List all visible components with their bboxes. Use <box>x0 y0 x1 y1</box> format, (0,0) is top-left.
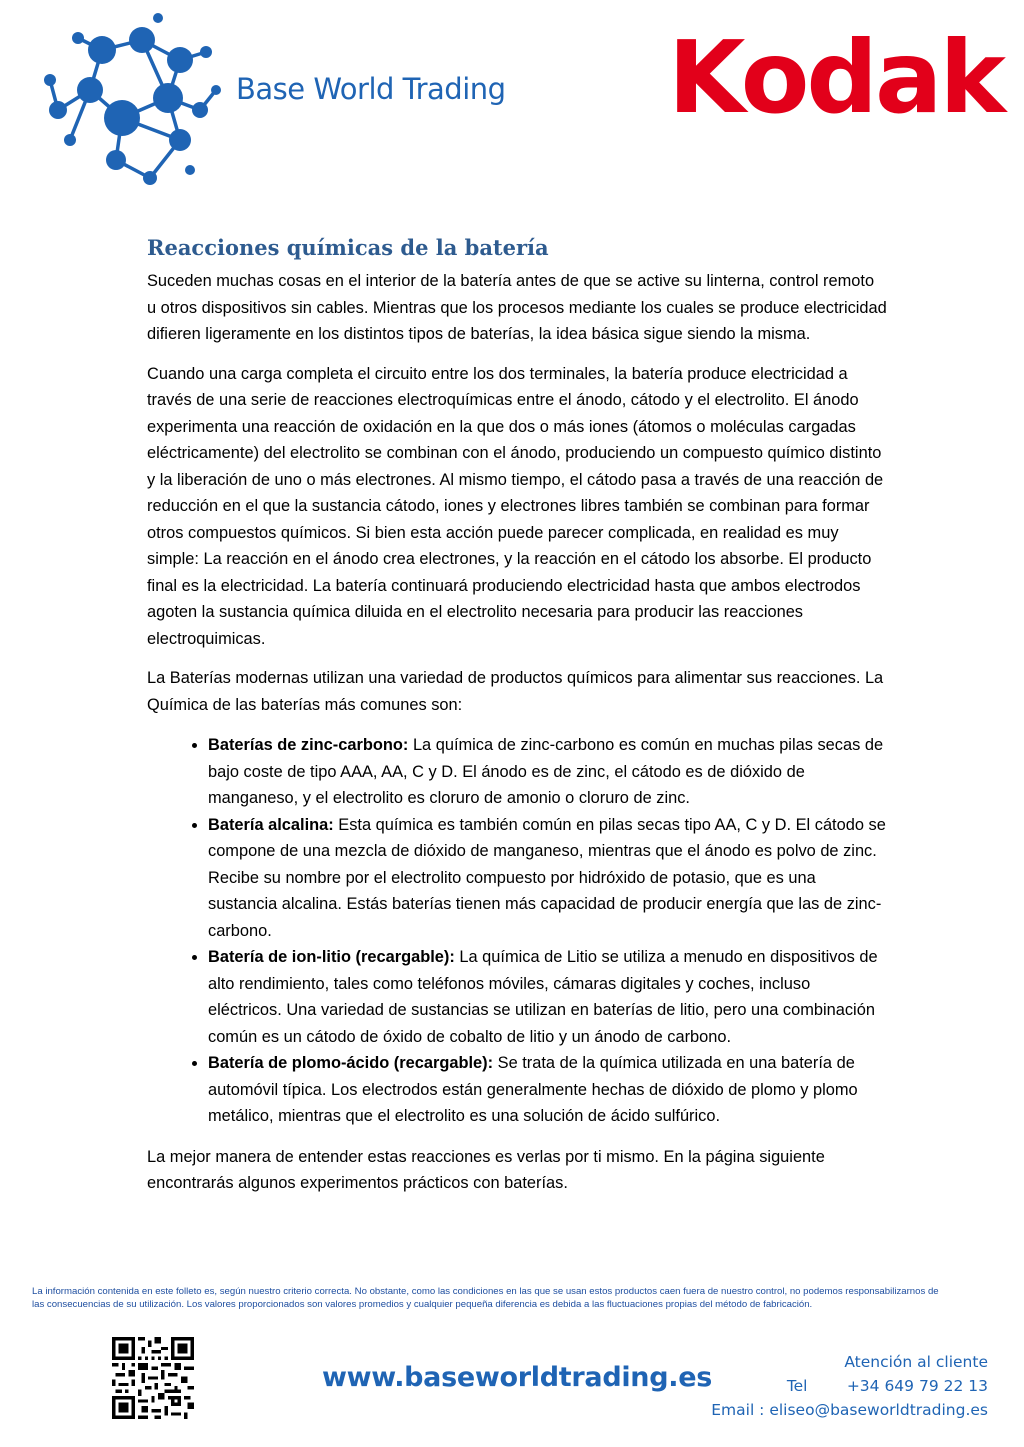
list-item-term: Batería de plomo-ácido (recargable): <box>208 1054 494 1072</box>
paragraph-closing: La mejor manera de entender estas reacciones es verlas por ti mismo. En la página siguiente encontrarás algunos experimentos prácticos con baterías. <box>147 1147 825 1192</box>
paragraph-intro: Suceden muchas cosas en el interior de la batería antes de que se active su linterna, control remoto u otros dispositivos sin cables. Mientras que los procesos mediante los cuales se produce electricidad difieren ligeramente en los distintos tipos de baterías, la idea básica sigue siendo la misma. <box>147 272 887 343</box>
kodak-logo: Kodak <box>668 19 1003 136</box>
website-link[interactable]: www.baseworldtrading.es <box>322 1362 712 1393</box>
battery-types-list <box>147 732 887 1130</box>
article <box>147 228 887 1210</box>
list-item <box>208 944 887 1050</box>
list-item-term: Batería de ion-litio (recargable): <box>208 948 455 966</box>
article-title: Reacciones químicas de la batería <box>147 235 549 260</box>
disclaimer-line: La información contenida en este folleto es, según nuestro criterio correcta. No obstante, como las condiciones en las que se usan estos productos caen fuera de nuestro control, no podemos responsabilizarnos de <box>32 1286 939 1297</box>
paragraph-chemistry-intro: La Baterías modernas utilizan una variedad de productos químicos para alimentar sus reacciones. La Química de las baterías más comunes son: <box>147 669 884 714</box>
list-item <box>208 732 887 812</box>
customer-contact <box>711 1350 988 1422</box>
tel-label: Tel <box>786 1377 808 1395</box>
list-item-text: Se trata de la química utilizada en una batería de automóvil típica. Los electrodos están generalmente hechas de dióxido de plomo y plomo metálico, mientras que el electrolito es una solución de ácido sulfúrico. <box>208 1054 858 1125</box>
list-item-text: La química de zinc-carbono es común en muchas pilas secas de bajo coste de tipo AAA, AA, C y D. El ánodo es de zinc, el cátodo es de dióxido de manganeso, y el electrolito es cloruro de amonio o cloruro de zinc. <box>208 736 884 807</box>
email-line[interactable]: Email : eliseo@baseworldtrading.es <box>711 1401 988 1419</box>
phone-line <box>711 1374 988 1398</box>
brand-name: Base World Trading <box>236 72 506 106</box>
paragraph-process: Cuando una carga completa el circuito entre los dos terminales, la batería produce electricidad a través de una serie de reacciones electroquímicas entre el ánodo, cátodo y el electrolito. El ánodo experimenta una reacción de oxidación en la que dos o más iones (átomos o moléculas cargadas eléctricamente) del electrolito se combinan con el ánodo, produciendo un compuesto químico distinto y la liberación de uno o más electrones. Al mismo tiempo, el cátodo pasa a través de una reacción de reducción en el que la sustancia cátodo, iones y electrones libres también se combinan para formar otros compuestos químicos. Si bien esta acción puede parecer complicada, en realidad es muy simple: La reacción en el ánodo crea electrones, y la reacción en el cátodo los absorbe. El producto final es la electricidad. La batería continuará produciendo electricidad hasta que ambos electrodos agoten la sustancia química diluida en el electrolito necesaria para producir las reacciones electroquimicas. <box>147 364 884 648</box>
list-item-text: La química de Litio se utiliza a menudo en dispositivos de alto rendimiento, tales como teléfonos móviles, cámaras digitales y coches, incluso eléctricos. Una variedad de sustancias se utilizan en baterías de litio, pero una combinación común es un cátodo de óxido de cobalto de litio y un ánodo de carbono. <box>208 948 878 1046</box>
list-item <box>208 812 887 945</box>
list-item-term: Batería alcalina: <box>208 815 334 834</box>
disclaimer-line: las consecuencias de su utilización. Los valores proporcionados son valores promedios y cualquier pequeña diferencia es debida a las fluctuaciones propias del método de fabricación. <box>32 1299 813 1310</box>
disclaimer <box>32 1285 1012 1311</box>
list-item-term: Baterías de zinc-carbono: <box>208 736 409 754</box>
list-item <box>208 1050 887 1130</box>
qr-code-icon <box>112 1337 194 1419</box>
phone-number[interactable]: +34 649 79 22 13 <box>846 1377 988 1395</box>
base-world-trading-logo <box>30 10 510 190</box>
molecule-logo-icon <box>30 10 230 190</box>
support-label: Atención al cliente <box>844 1353 988 1371</box>
list-item-text: Esta química es también común en pilas secas tipo AA, C y D. El cátodo se compone de una mezcla de dióxido de manganeso, mientras que el ánodo es polvo de zinc. Recibe su nombre por el electrolito compuesto por hidróxido de potasio, que es una sustancia alcalina. Estás baterías tienen más capacidad de producir energía que las de zinc-carbono. <box>208 815 886 940</box>
